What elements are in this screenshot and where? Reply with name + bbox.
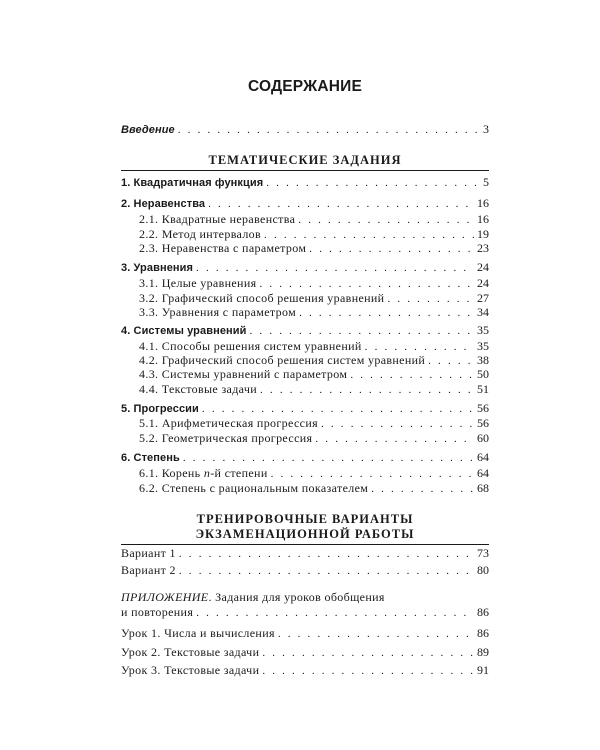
toc-entry-lesson[interactable] [121, 662, 489, 678]
toc-subsection[interactable] [139, 465, 489, 481]
toc-chapter-page: 16 [477, 196, 489, 210]
toc-subsection[interactable] [139, 211, 489, 227]
section-heading-training-line1: ТРЕНИРОВОЧНЫЕ ВАРИАНТЫ [196, 512, 414, 526]
toc-subsection-page: 19 [477, 227, 489, 241]
toc-chapter-page: 35 [477, 323, 489, 337]
toc-entry-intro[interactable] [121, 121, 489, 137]
toc-subsection-label: 6.2. Степень с рациональным показателем [139, 481, 369, 495]
toc-subsection-label: 3.2. Графический способ решения уравнений [139, 291, 385, 305]
toc-entry-page: 73 [477, 546, 489, 560]
toc-subsection-page: 56 [477, 416, 489, 430]
dot-leader [208, 196, 474, 212]
toc-subsection-page: 27 [477, 291, 489, 305]
toc-subsection-page: 51 [477, 382, 489, 396]
toc-entry-variant[interactable] [121, 545, 489, 561]
toc-entry-page: 86 [477, 626, 489, 640]
section-heading-thematic: ТЕМАТИЧЕСКИЕ ЗАДАНИЯ [208, 153, 402, 167]
toc-subsection[interactable] [139, 366, 489, 382]
toc-subsection-page: 64 [477, 466, 489, 480]
dot-leader [315, 431, 474, 447]
section-divider [121, 170, 489, 171]
contents-page [121, 0, 489, 750]
dot-leader [299, 305, 474, 321]
page-title: СОДЕРЖАНИЕ [247, 78, 363, 95]
toc-entry-page: 3 [483, 122, 489, 136]
dot-leader [371, 481, 474, 497]
toc-entry-label: Вариант 1 [121, 546, 176, 560]
toc-chapter-label: 5. Прогрессии [121, 403, 199, 415]
toc-subsection-label: 4.1. Способы решения систем уравнений [139, 339, 362, 353]
toc-chapter[interactable] [121, 174, 489, 190]
toc-entry-lesson[interactable] [121, 644, 489, 660]
toc-subsection-page: 60 [477, 431, 489, 445]
toc-chapter[interactable] [121, 449, 489, 465]
toc-chapter-page: 24 [477, 260, 489, 274]
toc-subsection-label: 2.1. Квадратные неравенства [139, 212, 296, 226]
dot-leader [266, 175, 480, 191]
toc-chapter-page: 56 [477, 401, 489, 415]
toc-subsection[interactable] [139, 381, 489, 397]
toc-subsection-label: 3.3. Уравнения с параметром [139, 305, 297, 319]
toc-chapter-label: 6. Степень [121, 452, 180, 464]
toc-chapter-label: 1. Квадратичная функция [121, 177, 264, 189]
toc-subsection-label: 5.2. Геометрическая прогрессия [139, 431, 313, 445]
toc-subsection[interactable] [139, 240, 489, 256]
toc-subsection-label: 4.4. Текстовые задачи [139, 382, 258, 396]
dot-leader [183, 450, 474, 466]
toc-subsection-page: 16 [477, 212, 489, 226]
section-heading-training-line2: ЭКЗАМЕНАЦИОННОЙ РАБОТЫ [195, 527, 415, 541]
dot-leader [262, 645, 474, 661]
dot-leader [262, 663, 474, 679]
toc-chapter[interactable] [121, 322, 489, 338]
toc-chapter-page: 64 [477, 450, 489, 464]
toc-entry-label: Урок 1. Числа и вычисления [121, 626, 275, 640]
toc-subsection-label: 3.1. Целые уравнения [139, 276, 257, 290]
toc-entry-page: 80 [477, 563, 489, 577]
math-variable-n: n [203, 466, 211, 480]
dot-leader [196, 260, 474, 276]
toc-entry-page: 86 [477, 605, 489, 619]
toc-chapter-label: 4. Системы уравнений [121, 325, 247, 337]
toc-subsection-label: 5.1. Арифметическая прогрессия [139, 416, 318, 430]
toc-subsection[interactable] [139, 275, 489, 291]
toc-subsection-page: 24 [477, 276, 489, 290]
toc-entry-label: и повторения [121, 605, 194, 619]
toc-subsection-label: 6.1. Корень n-й степени [139, 466, 268, 480]
dot-leader [250, 323, 474, 339]
dot-leader [178, 122, 480, 138]
toc-chapter[interactable] [121, 195, 489, 211]
dot-leader [260, 382, 474, 398]
dot-leader [179, 546, 474, 562]
dot-leader [309, 241, 474, 257]
toc-subsection[interactable] [139, 430, 489, 446]
toc-entry-variant[interactable] [121, 562, 489, 578]
toc-entry-label: Вариант 2 [121, 563, 176, 577]
toc-subsection[interactable] [139, 304, 489, 320]
toc-subsection[interactable] [139, 415, 489, 431]
dot-leader [196, 605, 474, 621]
toc-entry-lesson[interactable] [121, 625, 489, 641]
toc-subsection[interactable] [139, 480, 489, 496]
toc-subsection-label: 4.2. Графический способ решения систем уравнений [139, 353, 426, 367]
toc-chapter-page: 5 [483, 175, 489, 189]
toc-entry-page: 91 [477, 663, 489, 677]
toc-subsection-page: 34 [477, 305, 489, 319]
dot-leader [278, 626, 474, 642]
toc-subsection-label: 2.3. Неравенства с параметром [139, 241, 307, 255]
appendix-title-line1[interactable]: ПРИЛОЖЕНИЕ. Задания для уроков обобщения [121, 590, 385, 604]
toc-chapter[interactable] [121, 259, 489, 275]
toc-subsection-page: 35 [477, 339, 489, 353]
toc-subsection-page: 38 [477, 353, 489, 367]
toc-chapter-label: 2. Неравенства [121, 198, 206, 210]
toc-entry-appendix[interactable] [121, 604, 489, 620]
toc-subsection-page: 50 [477, 367, 489, 381]
toc-entry-label: Урок 3. Текстовые задачи [121, 663, 260, 677]
appendix-prefix: ПРИЛОЖЕНИЕ [121, 590, 209, 604]
toc-subsection-page: 68 [477, 481, 489, 495]
toc-entry-page: 89 [477, 645, 489, 659]
toc-chapter-label: 3. Уравнения [121, 262, 194, 274]
toc-entry-label: Введение [121, 124, 175, 136]
toc-subsection-label: 4.3. Системы уравнений с параметром [139, 367, 348, 381]
toc-subsection-page: 23 [477, 241, 489, 255]
dot-leader [179, 563, 474, 579]
toc-chapter[interactable] [121, 400, 489, 416]
toc-subsection-label: 2.2. Метод интервалов [139, 227, 262, 241]
toc-entry-label: Урок 2. Текстовые задачи [121, 645, 260, 659]
